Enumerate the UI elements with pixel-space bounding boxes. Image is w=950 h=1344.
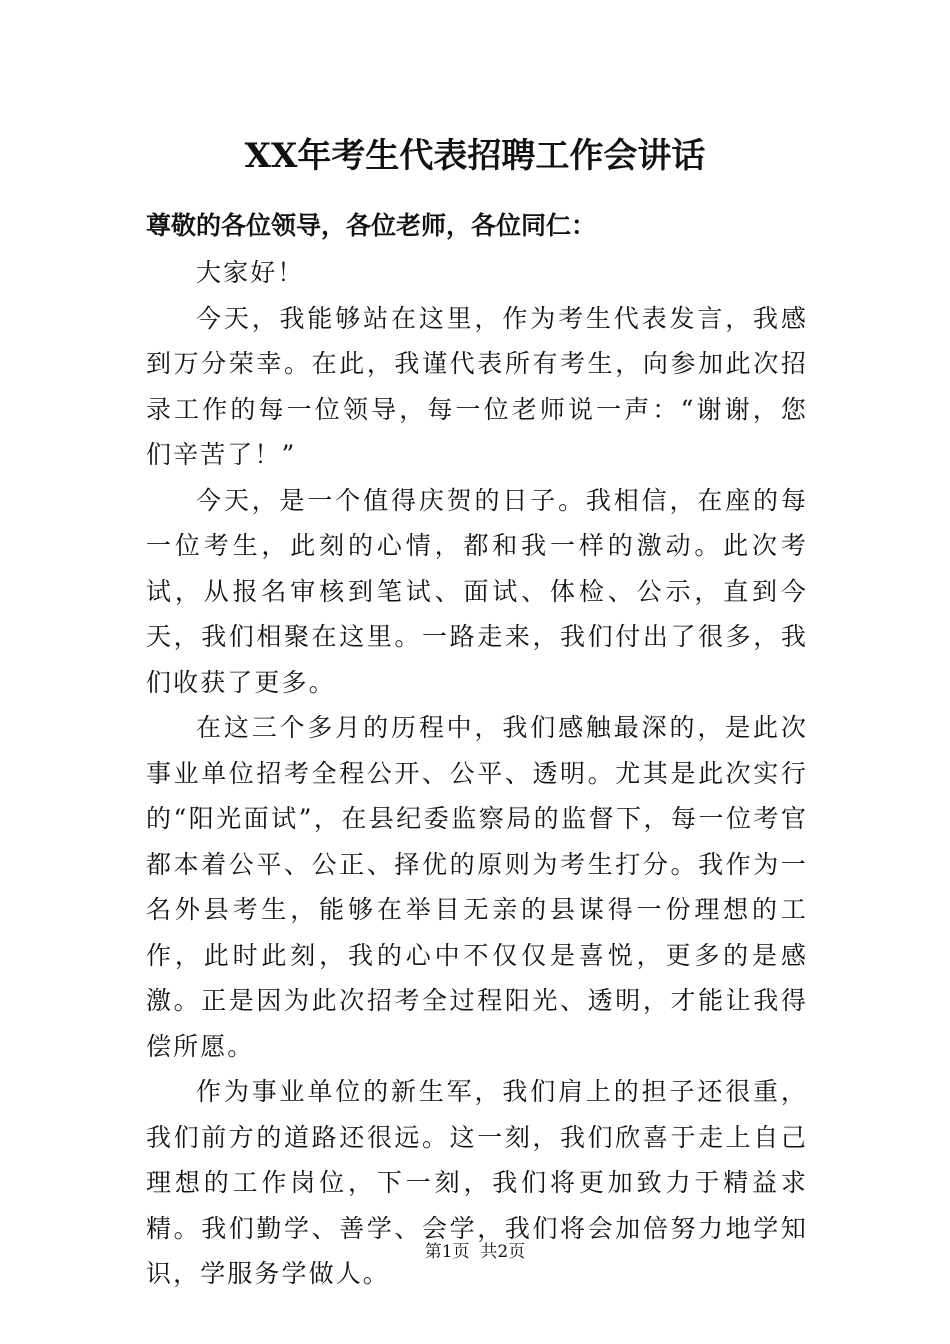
page-footer: 第1页 共2页 bbox=[424, 1242, 526, 1262]
paragraph-2: 今天，是一个值得庆贺的日子。我相信，在座的每一位考生，此刻的心情，都和我一样的激动。此次考试，从报名审核到笔试、面试、体检、公示，直到今天，我们相聚在这里。一路走来，我们付出了很多，我们收获了更多。 bbox=[146, 485, 808, 697]
paragraph-1: 今天，我能够站在这里，作为考生代表发言，我感到万分荣幸。在此，我谨代表所有考生，向参加此次招录工作的每一位领导，每一位老师说一声：“谢谢，您们辛苦了！” bbox=[146, 303, 808, 469]
paragraph-3: 在这三个多月的历程中，我们感触最深的，是此次事业单位招考全程公开、公平、透明。尤其是此次实行的“阳光面试”，在县纪委监察局的监督下，每一位考官都本着公平、公正、择优的原则为考生打分。我作为一名外县考生，能够在举目无亲的县谋得一份理想的工作，此时此刻，我的心中不仅仅是喜悦，更多的是感激。正是因为此次招考全过程阳光、透明，才能让我得偿所愿。 bbox=[146, 713, 808, 1061]
document-title: XX年考生代表招聘工作会讲话 bbox=[244, 136, 706, 176]
salutation: 尊敬的各位领导，各位老师，各位同仁： bbox=[146, 211, 597, 240]
document-body bbox=[146, 250, 808, 1297]
paragraph-greeting: 大家好！ bbox=[196, 258, 305, 287]
paragraph-4: 作为事业单位的新生军，我们肩上的担子还很重，我们前方的道路还很远。这一刻，我们欣喜于走上自己理想的工作岗位，下一刻，我们将更加致力于精益求精。我们勤学、善学、会学，我们将会加倍努力地学知识，学服务学做人。 bbox=[146, 1077, 808, 1288]
